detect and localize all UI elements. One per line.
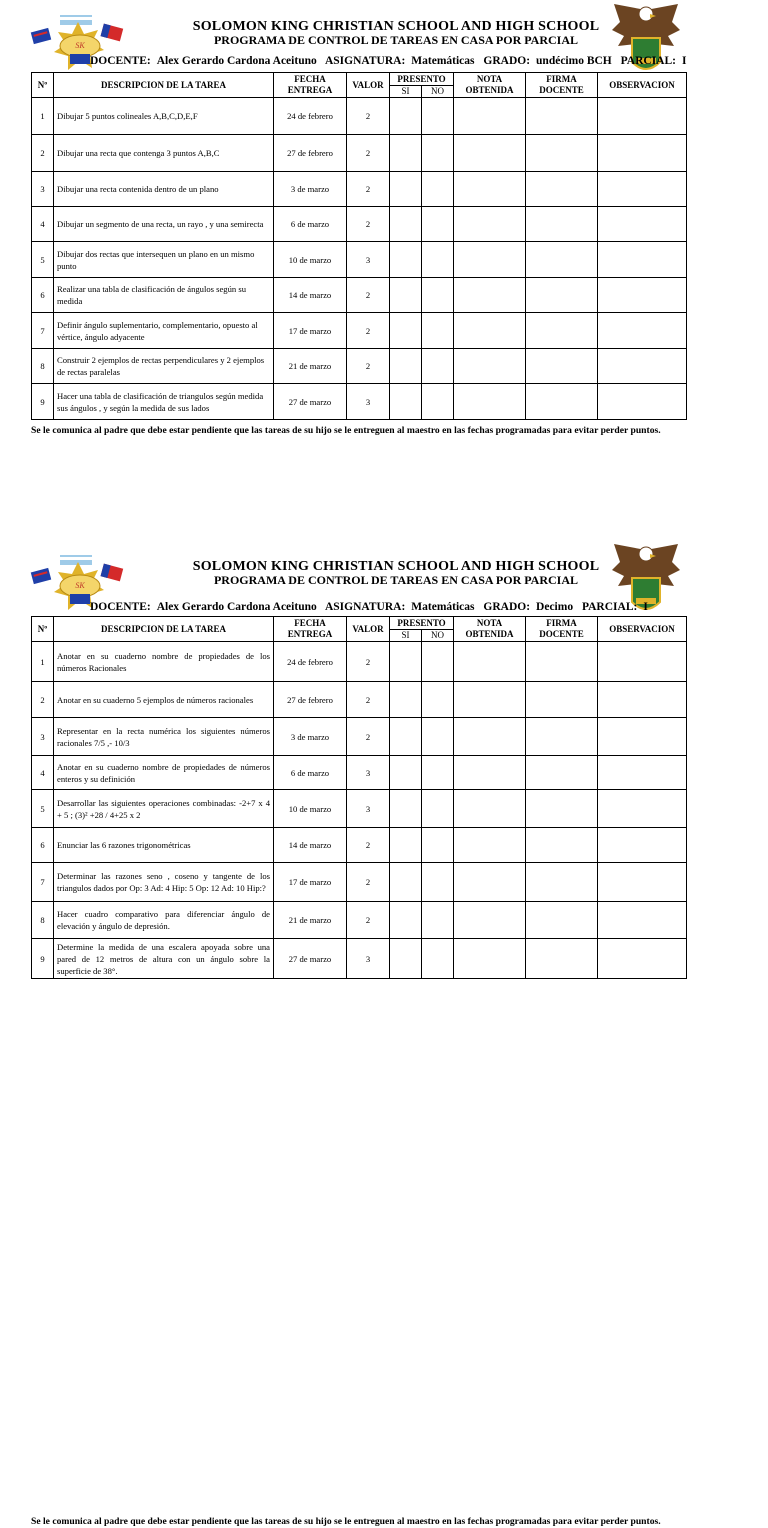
firma-cell[interactable]: [526, 828, 598, 863]
row-fecha: 21 de marzo: [274, 349, 347, 384]
row-desc: Realizar una tabla de clasificación de ángulos según su medida: [54, 278, 274, 313]
nota-cell[interactable]: [454, 790, 526, 828]
col-desc: DESCRIPCION DE LA TAREA: [54, 617, 274, 642]
obs-cell[interactable]: [598, 278, 687, 313]
docente-name: Alex Gerardo Cardona Aceituno: [156, 601, 317, 613]
parent-notice: Se le comunica al padre que debe estar pendiente que las tareas de su hijo se le entreguen al maestro en las fechas programadas para evitar perder puntos.: [31, 425, 661, 436]
si-cell[interactable]: [390, 135, 422, 172]
table-row: [32, 902, 687, 939]
grado-label: GRADO:: [483, 55, 531, 67]
nota-cell[interactable]: [454, 349, 526, 384]
row-desc: Construir 2 ejemplos de rectas perpendiculares y 2 ejemplos de rectas paralelas: [54, 349, 274, 384]
nota-cell[interactable]: [454, 756, 526, 790]
obs-cell[interactable]: [598, 135, 687, 172]
school-name: SOLOMON KING CHRISTIAN SCHOOL AND HIGH SCHOOL: [192, 559, 600, 574]
firma-cell[interactable]: [526, 682, 598, 718]
si-cell[interactable]: [390, 939, 422, 979]
obs-cell[interactable]: [598, 349, 687, 384]
col-num: Nº: [32, 73, 54, 98]
row-fecha: 14 de marzo: [274, 828, 347, 863]
row-num: 5: [32, 242, 54, 278]
no-cell[interactable]: [422, 278, 454, 313]
no-cell[interactable]: [422, 902, 454, 939]
obs-cell[interactable]: [598, 939, 687, 979]
firma-cell[interactable]: [526, 790, 598, 828]
table-row: [32, 135, 687, 172]
firma-cell[interactable]: [526, 172, 598, 207]
table-row: [32, 172, 687, 207]
asignatura-value: Matemáticas: [411, 55, 475, 67]
table-row: [32, 242, 687, 278]
teacher-info-line: [90, 601, 654, 613]
si-cell[interactable]: [390, 718, 422, 756]
no-cell[interactable]: [422, 790, 454, 828]
row-valor: 2: [347, 98, 390, 135]
row-desc: Anotar en su cuaderno nombre de propiedades de los números Racionales: [54, 642, 274, 682]
program-title: PROGRAMA DE CONTROL DE TAREAS EN CASA POR PARCIAL: [213, 573, 579, 587]
firma-cell[interactable]: [526, 349, 598, 384]
si-cell[interactable]: [390, 828, 422, 863]
col-obs: OBSERVACION: [598, 617, 687, 642]
col-valor: VALOR: [347, 617, 390, 642]
obs-cell[interactable]: [598, 718, 687, 756]
firma-cell[interactable]: [526, 242, 598, 278]
row-num: 2: [32, 135, 54, 172]
nota-cell[interactable]: [454, 828, 526, 863]
firma-cell[interactable]: [526, 718, 598, 756]
row-num: 4: [32, 756, 54, 790]
obs-cell[interactable]: [598, 863, 687, 902]
table-row: [32, 98, 687, 135]
svg-text:SK: SK: [75, 581, 85, 590]
nota-cell[interactable]: [454, 902, 526, 939]
table-row: [32, 313, 687, 349]
no-cell[interactable]: [422, 384, 454, 420]
row-desc: Dibujar un segmento de una recta, un rayo , y una semirecta: [54, 207, 274, 242]
row-desc: Desarrollar las siguientes operaciones combinadas: -2+7 x 4 + 5 ; (3)² +28 / 4+25 x 2: [54, 790, 274, 828]
row-valor: 2: [347, 828, 390, 863]
nota-cell[interactable]: [454, 642, 526, 682]
row-desc: Dibujar 5 puntos colineales A,B,C,D,E,F: [54, 98, 274, 135]
row-num: 1: [32, 98, 54, 135]
row-desc: Dibujar dos rectas que intersequen un plano en un mismo punto: [54, 242, 274, 278]
col-valor: VALOR: [347, 73, 390, 98]
no-cell[interactable]: [422, 863, 454, 902]
si-cell[interactable]: [390, 98, 422, 135]
row-num: 3: [32, 172, 54, 207]
firma-cell[interactable]: [526, 313, 598, 349]
col-num: Nº: [32, 617, 54, 642]
row-num: 9: [32, 384, 54, 420]
row-num: 6: [32, 828, 54, 863]
row-fecha: 10 de marzo: [274, 242, 347, 278]
row-desc: Hacer cuadro comparativo para diferenciar ángulo de elevación y ángulo de depresión.: [54, 902, 274, 939]
table-row: [32, 939, 687, 979]
row-num: 7: [32, 313, 54, 349]
si-cell[interactable]: [390, 172, 422, 207]
firma-cell[interactable]: [526, 939, 598, 979]
program-title: PROGRAMA DE CONTROL DE TAREAS EN CASA POR PARCIAL: [213, 33, 579, 47]
nota-cell[interactable]: [454, 98, 526, 135]
row-desc: Hacer una tabla de clasificación de triangulos según medida sus ángulos , y según la medida de sus lados: [54, 384, 274, 420]
obs-cell[interactable]: [598, 207, 687, 242]
row-desc: Enunciar las 6 razones trigonométricas: [54, 828, 274, 863]
no-cell[interactable]: [422, 642, 454, 682]
obs-cell[interactable]: [598, 790, 687, 828]
row-fecha: 27 de marzo: [274, 939, 347, 979]
col-si: SI: [390, 630, 422, 642]
obs-cell[interactable]: [598, 313, 687, 349]
col-firma: FIRMA DOCENTE: [526, 73, 598, 98]
col-fecha: FECHA ENTREGA: [274, 617, 347, 642]
obs-cell[interactable]: [598, 242, 687, 278]
row-fecha: 24 de febrero: [274, 98, 347, 135]
row-desc: Definir ángulo suplementario, complementario, opuesto al vértice, ángulo adyacente: [54, 313, 274, 349]
asignatura-label: ASIGNATURA:: [324, 55, 406, 67]
si-cell[interactable]: [390, 863, 422, 902]
col-desc: DESCRIPCION DE LA TAREA: [54, 73, 274, 98]
si-cell[interactable]: [390, 902, 422, 939]
svg-text:SK: SK: [75, 41, 85, 50]
no-cell[interactable]: [422, 828, 454, 863]
no-cell[interactable]: [422, 172, 454, 207]
row-num: 8: [32, 902, 54, 939]
col-si: SI: [390, 86, 422, 98]
row-num: 4: [32, 207, 54, 242]
si-cell[interactable]: [390, 242, 422, 278]
row-fecha: 10 de marzo: [274, 790, 347, 828]
nota-cell[interactable]: [454, 939, 526, 979]
no-cell[interactable]: [422, 98, 454, 135]
row-fecha: 27 de marzo: [274, 384, 347, 420]
col-nota: NOTA OBTENIDA: [454, 73, 526, 98]
firma-cell[interactable]: [526, 278, 598, 313]
row-fecha: 21 de marzo: [274, 902, 347, 939]
obs-cell[interactable]: [598, 642, 687, 682]
row-fecha: 6 de marzo: [274, 207, 347, 242]
docente-name: Alex Gerardo Cardona Aceituno: [156, 55, 317, 67]
tasks-table: [31, 616, 687, 979]
no-cell[interactable]: [422, 135, 454, 172]
table-row: [32, 384, 687, 420]
col-nota: NOTA OBTENIDA: [454, 617, 526, 642]
table-row: [32, 642, 687, 682]
grado-value: Decimo: [536, 601, 574, 613]
row-valor: 2: [347, 642, 390, 682]
row-desc: Dibujar una recta contenida dentro de un plano: [54, 172, 274, 207]
si-cell[interactable]: [390, 278, 422, 313]
grado-value: undécimo BCH: [536, 55, 612, 67]
parcial-label: PARCIAL:: [620, 55, 676, 67]
asignatura-label: ASIGNATURA:: [324, 601, 406, 613]
grado-label: GRADO:: [483, 601, 531, 613]
no-cell[interactable]: [422, 242, 454, 278]
no-cell[interactable]: [422, 756, 454, 790]
row-valor: 2: [347, 172, 390, 207]
firma-cell[interactable]: [526, 384, 598, 420]
table-row: [32, 718, 687, 756]
row-num: 9: [32, 939, 54, 979]
firma-cell[interactable]: [526, 863, 598, 902]
row-valor: 3: [347, 790, 390, 828]
firma-cell[interactable]: [526, 98, 598, 135]
row-num: 6: [32, 278, 54, 313]
row-fecha: 6 de marzo: [274, 756, 347, 790]
table-row: [32, 349, 687, 384]
si-cell[interactable]: [390, 790, 422, 828]
firma-cell[interactable]: [526, 642, 598, 682]
row-desc: Dibujar una recta que contenga 3 puntos A,B,C: [54, 135, 274, 172]
nota-cell[interactable]: [454, 278, 526, 313]
row-valor: 3: [347, 939, 390, 979]
col-presento: PRESENTO: [390, 617, 454, 630]
tasks-table: [31, 72, 687, 420]
row-fecha: 3 de marzo: [274, 718, 347, 756]
row-num: 3: [32, 718, 54, 756]
col-firma: FIRMA DOCENTE: [526, 617, 598, 642]
row-valor: 3: [347, 242, 390, 278]
table-row: [32, 756, 687, 790]
row-desc: Anotar en su cuaderno 5 ejemplos de números racionales: [54, 682, 274, 718]
no-cell[interactable]: [422, 207, 454, 242]
obs-cell[interactable]: [598, 828, 687, 863]
table-row: [32, 863, 687, 902]
col-presento: PRESENTO: [390, 73, 454, 86]
col-obs: OBSERVACION: [598, 73, 687, 98]
si-cell[interactable]: [390, 207, 422, 242]
row-valor: 2: [347, 207, 390, 242]
row-valor: 2: [347, 313, 390, 349]
parcial-value: I: [682, 55, 687, 67]
table-row: [32, 278, 687, 313]
table-row: [32, 682, 687, 718]
obs-cell[interactable]: [598, 682, 687, 718]
row-fecha: 14 de marzo: [274, 278, 347, 313]
row-desc: Representar en la recta numérica los siguientes números racionales 7/5 ,- 10/3: [54, 718, 274, 756]
row-valor: 2: [347, 278, 390, 313]
asignatura-value: Matemáticas: [411, 601, 475, 613]
row-valor: 2: [347, 902, 390, 939]
obs-cell[interactable]: [598, 756, 687, 790]
table-row: [32, 828, 687, 863]
nota-cell[interactable]: [454, 313, 526, 349]
nota-cell[interactable]: [454, 384, 526, 420]
docente-label: DOCENTE:: [90, 601, 151, 613]
si-cell[interactable]: [390, 756, 422, 790]
obs-cell[interactable]: [598, 98, 687, 135]
row-desc: Determine la medida de una escalera apoyada sobre una pared de 12 metros de altura con un ángulo sobre la superficie de 38°.: [54, 939, 274, 979]
no-cell[interactable]: [422, 349, 454, 384]
row-num: 1: [32, 642, 54, 682]
parent-notice: Se le comunica al padre que debe estar pendiente que las tareas de su hijo se le entreguen al maestro en las fechas programadas para evitar perder puntos.: [31, 1516, 661, 1527]
nota-cell[interactable]: [454, 682, 526, 718]
nota-cell[interactable]: [454, 135, 526, 172]
row-valor: 3: [347, 756, 390, 790]
row-fecha: 17 de marzo: [274, 863, 347, 902]
row-valor: 2: [347, 349, 390, 384]
firma-cell[interactable]: [526, 902, 598, 939]
table-row: [32, 790, 687, 828]
row-desc: Anotar en su cuaderno nombre de propiedades de números enteros y su definición: [54, 756, 274, 790]
table-row: [32, 207, 687, 242]
school-name: SOLOMON KING CHRISTIAN SCHOOL AND HIGH SCHOOL: [192, 19, 600, 34]
si-cell[interactable]: [390, 313, 422, 349]
no-cell[interactable]: [422, 939, 454, 979]
parcial-label: PARCIAL:: [581, 601, 638, 613]
row-valor: 2: [347, 863, 390, 902]
no-cell[interactable]: [422, 313, 454, 349]
row-fecha: 27 de febrero: [274, 682, 347, 718]
si-cell[interactable]: [390, 384, 422, 420]
docente-label: DOCENTE:: [90, 55, 151, 67]
obs-cell[interactable]: [598, 902, 687, 939]
row-fecha: 3 de marzo: [274, 172, 347, 207]
row-num: 5: [32, 790, 54, 828]
row-num: 8: [32, 349, 54, 384]
si-cell[interactable]: [390, 642, 422, 682]
si-cell[interactable]: [390, 682, 422, 718]
no-cell[interactable]: [422, 682, 454, 718]
firma-cell[interactable]: [526, 135, 598, 172]
row-num: 2: [32, 682, 54, 718]
parcial-value: I: [643, 601, 648, 613]
teacher-info-line: [90, 55, 692, 67]
nota-cell[interactable]: [454, 863, 526, 902]
nota-cell[interactable]: [454, 172, 526, 207]
row-valor: 2: [347, 682, 390, 718]
si-cell[interactable]: [390, 349, 422, 384]
row-fecha: 24 de febrero: [274, 642, 347, 682]
nota-cell[interactable]: [454, 718, 526, 756]
col-no: NO: [422, 630, 454, 642]
nota-cell[interactable]: [454, 242, 526, 278]
row-num: 7: [32, 863, 54, 902]
firma-cell[interactable]: [526, 756, 598, 790]
row-valor: 2: [347, 718, 390, 756]
obs-cell[interactable]: [598, 384, 687, 420]
row-valor: 3: [347, 384, 390, 420]
row-desc: Determinar las razones seno , coseno y tangente de los triangulos dados por Op: 3 Ad: 4 Hip: 5 Op: 12 Ad: 10 Hip:?: [54, 863, 274, 902]
no-cell[interactable]: [422, 718, 454, 756]
firma-cell[interactable]: [526, 207, 598, 242]
row-valor: 2: [347, 135, 390, 172]
row-fecha: 27 de febrero: [274, 135, 347, 172]
col-fecha: FECHA ENTREGA: [274, 73, 347, 98]
row-fecha: 17 de marzo: [274, 313, 347, 349]
obs-cell[interactable]: [598, 172, 687, 207]
nota-cell[interactable]: [454, 207, 526, 242]
col-no: NO: [422, 86, 454, 98]
